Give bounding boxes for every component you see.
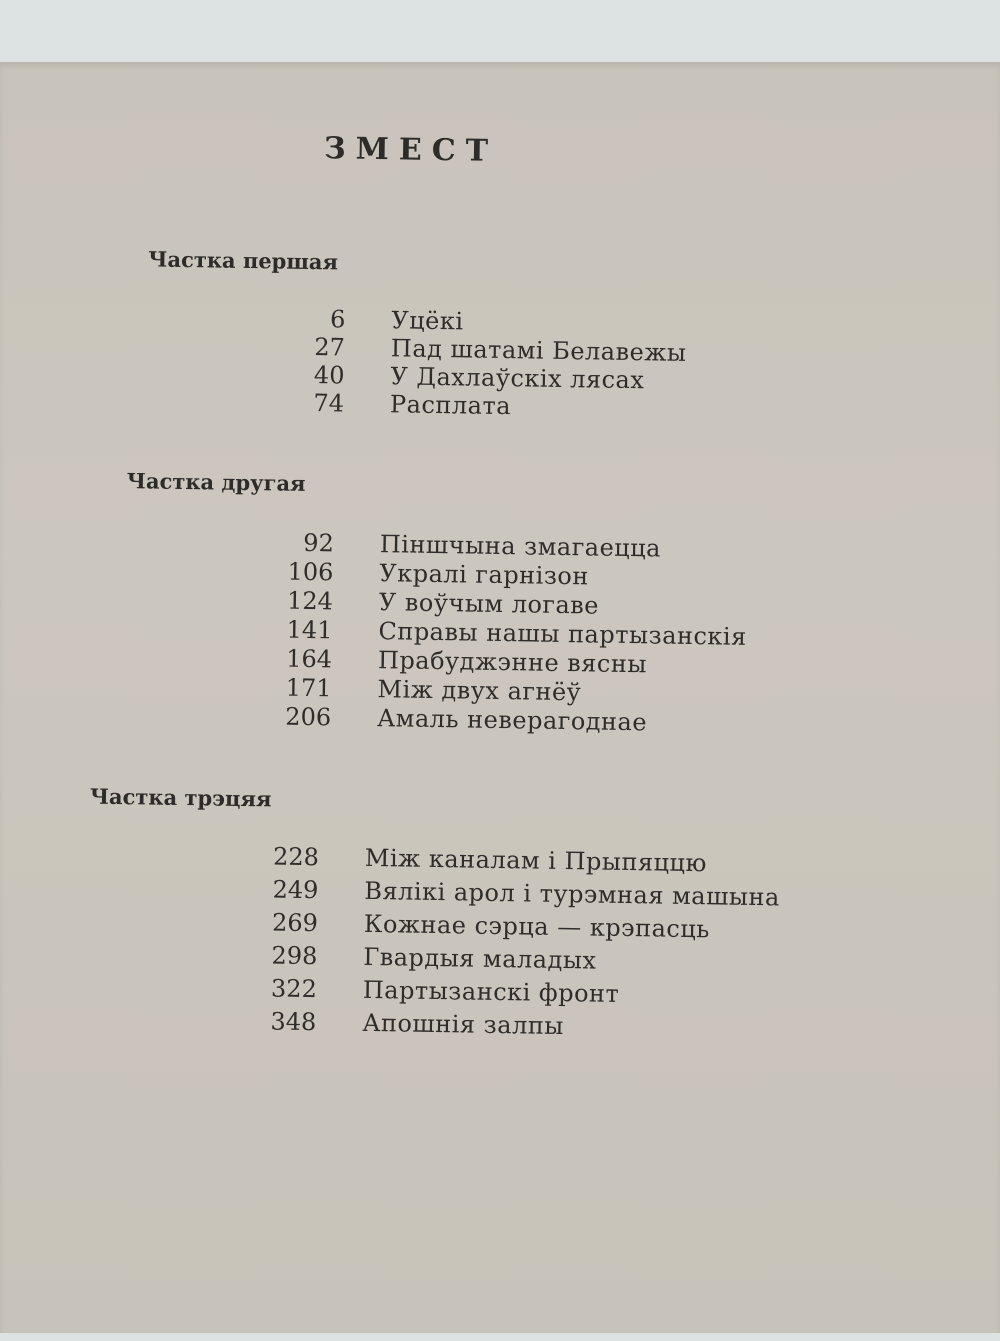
toc-chapter-title: Кожнае сэрца — крэпасць	[363, 909, 711, 944]
toc-entry	[228, 875, 780, 912]
toc-chapter-title: Справы нашы партызанскія	[378, 617, 747, 651]
toc-page-number: 171	[285, 673, 332, 703]
toc-chapter-title: Расплата	[389, 390, 512, 421]
toc-entry	[254, 388, 511, 420]
toc-chapter-title: Між каналам і Прыпяццю	[364, 843, 708, 878]
toc-chapter-title: У воўчым логаве	[378, 588, 600, 620]
toc-chapter-title: Пiншчына змагаецца	[379, 530, 662, 563]
toc-page-number: 141	[286, 615, 333, 645]
toc-page-number: 40	[313, 361, 345, 390]
toc-entry	[241, 673, 581, 706]
toc-page-number: 92	[303, 528, 335, 558]
toc-chapter-title: Апошнія залпы	[362, 1008, 565, 1041]
toc-chapter-title: Пад шатамі Белавежы	[390, 334, 687, 367]
toc-page-number: 228	[272, 842, 320, 872]
toc-entry	[227, 941, 597, 975]
toc-page-number: 6	[329, 305, 346, 334]
toc-chapter-title: У Дахлаўскіх лясах	[390, 362, 645, 395]
toc-page-number: 269	[271, 908, 319, 938]
toc-entry	[255, 304, 464, 335]
table-of-contents	[0, 54, 1000, 1341]
toc-chapter-title: Партызанскі фронт	[362, 975, 620, 1008]
toc-page-number: 74	[313, 389, 345, 418]
toc-page-number: 27	[314, 333, 346, 362]
toc-entry	[227, 974, 620, 1008]
toc-chapter-title: Між двух агнёў	[377, 675, 582, 707]
toc-chapter-title: Амаль неверагоднае	[376, 704, 648, 737]
toc-page-number: 322	[270, 974, 318, 1004]
toc-page-number: 298	[271, 941, 318, 971]
toc-page-number: 206	[285, 702, 332, 732]
toc-entry	[229, 842, 707, 878]
toc-entry	[228, 908, 710, 944]
page-title: ЗМЕСТ	[323, 131, 499, 169]
toc-chapter-title: Уцёкі	[391, 306, 464, 336]
toc-entry	[243, 586, 600, 620]
toc-page-number: 106	[287, 557, 334, 587]
toc-entry	[226, 1007, 564, 1040]
toc-page-number: 124	[286, 586, 334, 616]
toc-page-number: 164	[285, 644, 333, 674]
toc-page-number: 348	[270, 1007, 317, 1037]
toc-page-number: 249	[272, 875, 319, 905]
toc-chapter-title: Укралі гарнізон	[379, 559, 590, 591]
toc-chapter-title: Прабуджэнне вясны	[377, 646, 648, 679]
part-heading-2: Частка другая	[126, 468, 306, 496]
part-heading-3: Частка трэцяя	[89, 783, 272, 812]
toc-entry	[243, 557, 589, 590]
toc-chapter-title: Гвардыя маладых	[363, 942, 597, 975]
part-heading-1: Частка першая	[148, 246, 339, 275]
toc-entry	[241, 702, 647, 736]
toc-chapter-title: Вялікі арол і турэмная машына	[364, 876, 781, 912]
book-page	[0, 62, 1000, 1333]
